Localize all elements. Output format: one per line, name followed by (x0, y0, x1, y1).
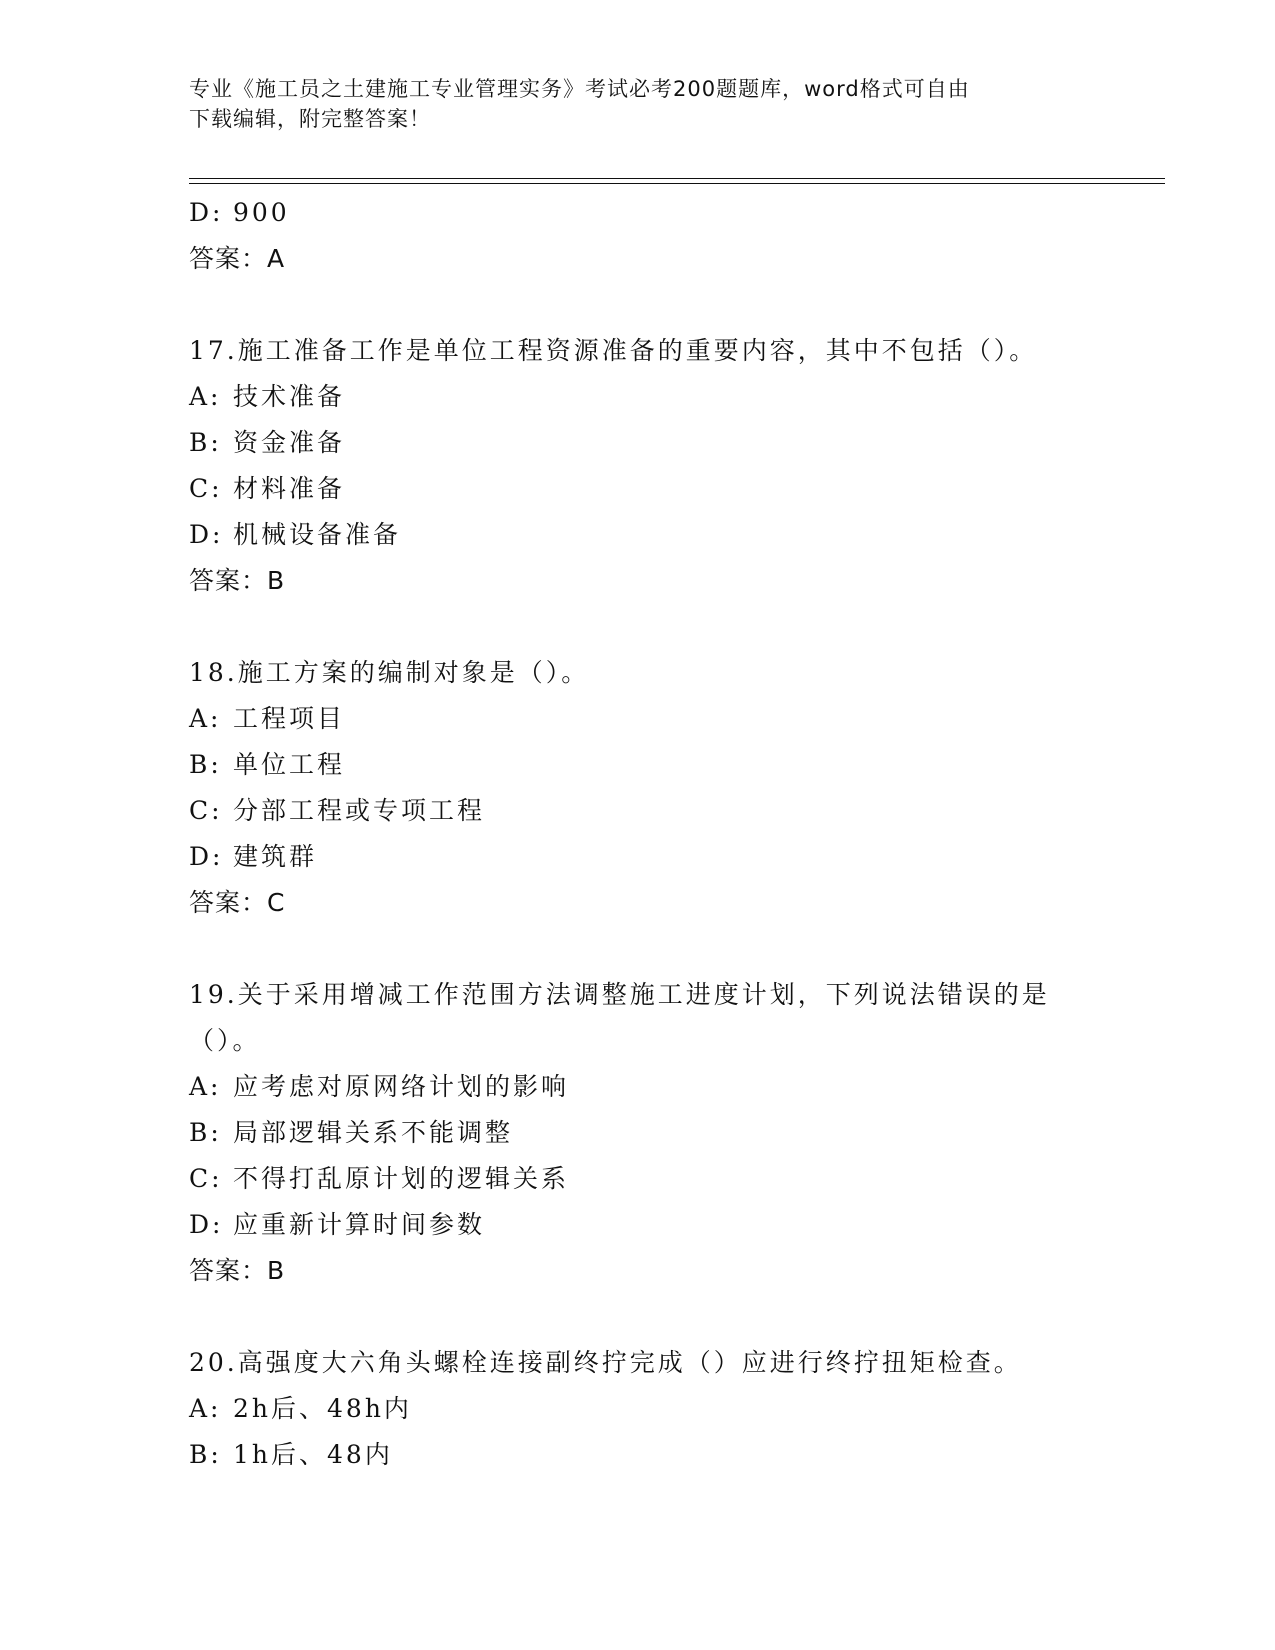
option-d (189, 1202, 1149, 1248)
option-text: 工程项目 (233, 704, 346, 733)
option-text: 单位工程 (233, 750, 346, 779)
option-key: D: (189, 198, 224, 227)
answer-line: 答案：C (189, 888, 286, 917)
option-key: B: (189, 1440, 222, 1469)
option-b (189, 1432, 1149, 1478)
option-text: 应重新计算时间参数 (233, 1210, 486, 1239)
option-text: 局部逻辑关系不能调整 (233, 1118, 514, 1147)
spacer (189, 1294, 1149, 1340)
question-stem: 19.关于采用增减工作范围方法调整施工进度计划，下列说法错误的是 (189, 980, 1050, 1009)
question-stem: 17.施工准备工作是单位工程资源准备的重要内容，其中不包括（）。 (189, 336, 1038, 365)
document-header (189, 74, 1089, 134)
question-list (189, 190, 1149, 1478)
question-stem-continued: （）。 (189, 1026, 261, 1055)
option-text: 建筑群 (233, 842, 318, 871)
option-text: 机械设备准备 (233, 520, 402, 549)
option-c (189, 466, 1149, 512)
option-text: 资金准备 (233, 428, 346, 457)
option-key: C: (189, 474, 223, 503)
option-b (189, 420, 1149, 466)
option-a (189, 374, 1149, 420)
option-key: B: (189, 1118, 222, 1147)
question-stem: 20.高强度大六角头螺栓连接副终拧完成（）应进行终拧扭矩检查。 (189, 1348, 1022, 1377)
option-d (189, 834, 1149, 880)
option-key: C: (189, 1164, 223, 1193)
option-text: 技术准备 (233, 382, 346, 411)
option-key: D: (189, 842, 224, 871)
option-c (189, 788, 1149, 834)
option-b (189, 1110, 1149, 1156)
spacer (189, 926, 1149, 972)
option-key: A: (189, 704, 222, 733)
header-divider-top (189, 178, 1165, 179)
option-key: A: (189, 1394, 222, 1423)
answer-line: 答案：B (189, 566, 286, 595)
option-key: D: (189, 520, 224, 549)
option-text: 分部工程或专项工程 (233, 796, 486, 825)
spacer (189, 604, 1149, 650)
spacer (189, 282, 1149, 328)
header-title-line-1: 专业《施工员之土建施工专业管理实务》考试必考200题题库，word格式可自由 (189, 77, 970, 101)
header-divider-bottom (189, 183, 1165, 184)
option-a (189, 696, 1149, 742)
option-b (189, 742, 1149, 788)
option-text: 应考虑对原网络计划的影响 (233, 1072, 570, 1101)
option-c (189, 1156, 1149, 1202)
option-d (189, 190, 1149, 236)
question-stem: 18.施工方案的编制对象是（）。 (189, 658, 590, 687)
option-a (189, 1064, 1149, 1110)
answer-line: 答案：B (189, 1256, 286, 1285)
option-text: 1h后、48内 (233, 1440, 393, 1469)
option-text: 材料准备 (233, 474, 346, 503)
option-text: 不得打乱原计划的逻辑关系 (233, 1164, 570, 1193)
option-key: B: (189, 428, 222, 457)
header-title-line-2: 下载编辑，附完整答案！ (189, 107, 431, 131)
answer-line: 答案：A (189, 244, 286, 273)
option-key: A: (189, 1072, 222, 1101)
option-key: D: (189, 1210, 224, 1239)
option-key: C: (189, 796, 223, 825)
option-text: 2h后、48h内 (233, 1394, 412, 1423)
option-d (189, 512, 1149, 558)
option-a (189, 1386, 1149, 1432)
option-text: 900 (233, 198, 290, 227)
option-key: A: (189, 382, 222, 411)
option-key: B: (189, 750, 222, 779)
